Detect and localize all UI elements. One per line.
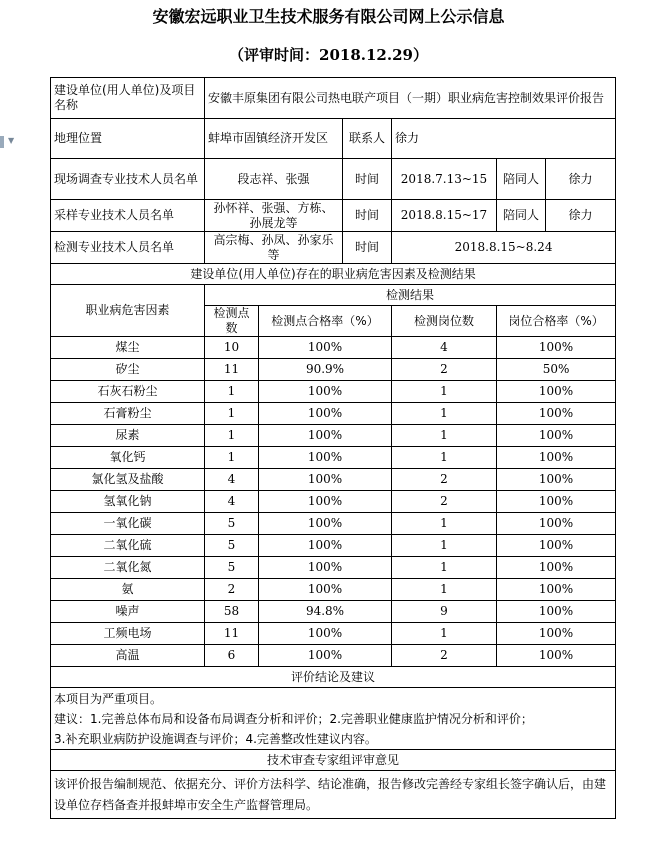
points-count: 5	[205, 535, 259, 557]
conclusion-title: 评价结论及建议	[51, 667, 616, 688]
sampling-time-label: 时间	[343, 200, 392, 232]
posts-count: 4	[392, 337, 497, 359]
points-count: 5	[205, 513, 259, 535]
posts-count: 1	[392, 513, 497, 535]
table-row	[51, 469, 616, 491]
points-count: 11	[205, 623, 259, 645]
row-results-group	[51, 285, 616, 306]
posts-count: 1	[392, 447, 497, 469]
post-pass-rate: 100%	[497, 557, 616, 579]
post-pass-rate: 100%	[497, 513, 616, 535]
col-posts-header: 检测岗位数	[392, 306, 497, 337]
location-label: 地理位置	[51, 119, 205, 159]
contact-value: 徐力	[392, 119, 616, 159]
conclusion-line-3: 3.补充职业病防护设施调查与评价；4.完善整改性建议内容。	[54, 731, 377, 746]
review-time: （评审时间：2018.12.29）	[229, 46, 428, 64]
hazard-name: 二氧化硫	[51, 535, 205, 557]
info-table	[50, 77, 616, 819]
col-post-rate-header: 岗位合格率（%）	[497, 306, 616, 337]
survey-value: 段志祥、张强	[205, 159, 343, 200]
table-row	[51, 337, 616, 359]
survey-companion-value: 徐力	[546, 159, 616, 200]
results-section-title: 建设单位(用人单位)存在的职业病危害因素及检测结果	[51, 264, 616, 285]
posts-count: 1	[392, 579, 497, 601]
posts-count: 2	[392, 469, 497, 491]
point-pass-rate: 100%	[259, 425, 392, 447]
post-pass-rate: 100%	[497, 601, 616, 623]
survey-time-label: 时间	[343, 159, 392, 200]
posts-count: 2	[392, 645, 497, 667]
points-count: 58	[205, 601, 259, 623]
posts-count: 1	[392, 403, 497, 425]
table-row	[51, 535, 616, 557]
row-conclusion	[51, 688, 616, 750]
point-pass-rate: 94.8%	[259, 601, 392, 623]
expert-title: 技术审查专家组评审意见	[51, 750, 616, 771]
points-count: 5	[205, 557, 259, 579]
posts-count: 9	[392, 601, 497, 623]
posts-count: 1	[392, 535, 497, 557]
table-row	[51, 557, 616, 579]
point-pass-rate: 100%	[259, 645, 392, 667]
testing-time-value: 2018.8.15~8.24	[392, 232, 616, 264]
hazard-name: 石灰石粉尘	[51, 381, 205, 403]
points-count: 1	[205, 425, 259, 447]
hazard-name: 工频电场	[51, 623, 205, 645]
points-count: 1	[205, 381, 259, 403]
point-pass-rate: 100%	[259, 469, 392, 491]
hazard-name: 氧化钙	[51, 447, 205, 469]
col-points-header: 检测点数	[205, 306, 259, 337]
conclusion-body	[51, 688, 616, 750]
point-pass-rate: 100%	[259, 623, 392, 645]
survey-label: 现场调查专业技术人员名单	[51, 159, 205, 200]
expert-opinion: 该评价报告编制规范、依据充分、评价方法科学、结论准确，报告修改完善经专家组长签字确认后，由建设单位存档备查并报蚌埠市安全生产监督管理局。	[51, 771, 616, 819]
testing-time-label: 时间	[343, 232, 392, 264]
point-pass-rate: 100%	[259, 535, 392, 557]
point-pass-rate: 90.9%	[259, 359, 392, 381]
point-pass-rate: 100%	[259, 381, 392, 403]
points-count: 4	[205, 469, 259, 491]
table-row	[51, 381, 616, 403]
posts-count: 2	[392, 491, 497, 513]
contact-label: 联系人	[343, 119, 392, 159]
row-location	[51, 119, 616, 159]
chevron-down-icon: ▼	[8, 136, 15, 145]
posts-count: 1	[392, 425, 497, 447]
post-pass-rate: 100%	[497, 579, 616, 601]
point-pass-rate: 100%	[259, 403, 392, 425]
survey-time-value: 2018.7.13~15	[392, 159, 497, 200]
table-row	[51, 359, 616, 381]
post-pass-rate: 100%	[497, 337, 616, 359]
post-pass-rate: 100%	[497, 447, 616, 469]
unit-value: 安徽丰原集团有限公司热电联产项目（一期）职业病危害控制效果评价报告	[205, 78, 616, 119]
row-conclusion-title	[51, 667, 616, 688]
page-title: 安徽宏远职业卫生技术服务有限公司网上公示信息	[152, 7, 505, 26]
post-pass-rate: 50%	[497, 359, 616, 381]
points-count: 11	[205, 359, 259, 381]
points-count: 4	[205, 491, 259, 513]
table-row	[51, 425, 616, 447]
testing-label: 检测专业技术人员名单	[51, 232, 205, 264]
point-pass-rate: 100%	[259, 491, 392, 513]
hazard-name: 氢氧化钠	[51, 491, 205, 513]
hazard-name: 石膏粉尘	[51, 403, 205, 425]
row-expert-title	[51, 750, 616, 771]
hazard-name: 矽尘	[51, 359, 205, 381]
unit-label: 建设单位(用人单位)及项目名称	[51, 78, 205, 119]
row-expert	[51, 771, 616, 819]
table-row	[51, 491, 616, 513]
points-count: 1	[205, 403, 259, 425]
sampling-label: 采样专业技术人员名单	[51, 200, 205, 232]
hazard-name: 氯化氢及盐酸	[51, 469, 205, 491]
results-rows	[51, 337, 616, 667]
row-testing	[51, 232, 616, 264]
point-pass-rate: 100%	[259, 447, 392, 469]
group-header: 检测结果	[205, 285, 616, 306]
post-pass-rate: 100%	[497, 381, 616, 403]
posts-count: 1	[392, 623, 497, 645]
table-row	[51, 579, 616, 601]
points-count: 6	[205, 645, 259, 667]
points-count: 10	[205, 337, 259, 359]
hazard-name: 煤尘	[51, 337, 205, 359]
post-pass-rate: 100%	[497, 623, 616, 645]
point-pass-rate: 100%	[259, 579, 392, 601]
post-pass-rate: 100%	[497, 535, 616, 557]
post-pass-rate: 100%	[497, 645, 616, 667]
table-row	[51, 513, 616, 535]
table-row	[51, 623, 616, 645]
table-row	[51, 601, 616, 623]
posts-count: 1	[392, 381, 497, 403]
location-value: 蚌埠市固镇经济开发区	[205, 119, 343, 159]
table-row	[51, 645, 616, 667]
table-row	[51, 447, 616, 469]
hazard-name: 尿素	[51, 425, 205, 447]
table-row	[51, 403, 616, 425]
sampling-companion-value: 徐力	[546, 200, 616, 232]
points-count: 1	[205, 447, 259, 469]
row-survey	[51, 159, 616, 200]
point-pass-rate: 100%	[259, 337, 392, 359]
row-sampling	[51, 200, 616, 232]
sampling-time-value: 2018.8.15~17	[392, 200, 497, 232]
hazard-name: 一氧化碳	[51, 513, 205, 535]
hazard-name: 二氧化氮	[51, 557, 205, 579]
point-pass-rate: 100%	[259, 513, 392, 535]
row-unit	[51, 78, 616, 119]
posts-count: 2	[392, 359, 497, 381]
testing-value: 高宗梅、孙凤、孙家乐等	[205, 232, 343, 264]
conclusion-line-1: 本项目为严重项目。	[54, 691, 163, 706]
post-pass-rate: 100%	[497, 491, 616, 513]
hazard-name: 氨	[51, 579, 205, 601]
post-pass-rate: 100%	[497, 403, 616, 425]
sampling-value: 孙怀祥、张强、方栋、孙展龙等	[205, 200, 343, 232]
sampling-companion-label: 陪同人	[497, 200, 546, 232]
row-results-title	[51, 264, 616, 285]
conclusion-line-2: 建议：1.完善总体布局和设备布局调查分析和评价；2.完善职业健康监护情况分析和评价；	[54, 711, 533, 726]
factor-header: 职业病危害因素	[51, 285, 205, 337]
hazard-name: 噪声	[51, 601, 205, 623]
post-pass-rate: 100%	[497, 425, 616, 447]
points-count: 2	[205, 579, 259, 601]
col-point-rate-header: 检测点合格率（%）	[259, 306, 392, 337]
posts-count: 1	[392, 557, 497, 579]
edge-scroll-marker	[0, 136, 4, 148]
hazard-name: 高温	[51, 645, 205, 667]
point-pass-rate: 100%	[259, 557, 392, 579]
post-pass-rate: 100%	[497, 469, 616, 491]
survey-companion-label: 陪同人	[497, 159, 546, 200]
